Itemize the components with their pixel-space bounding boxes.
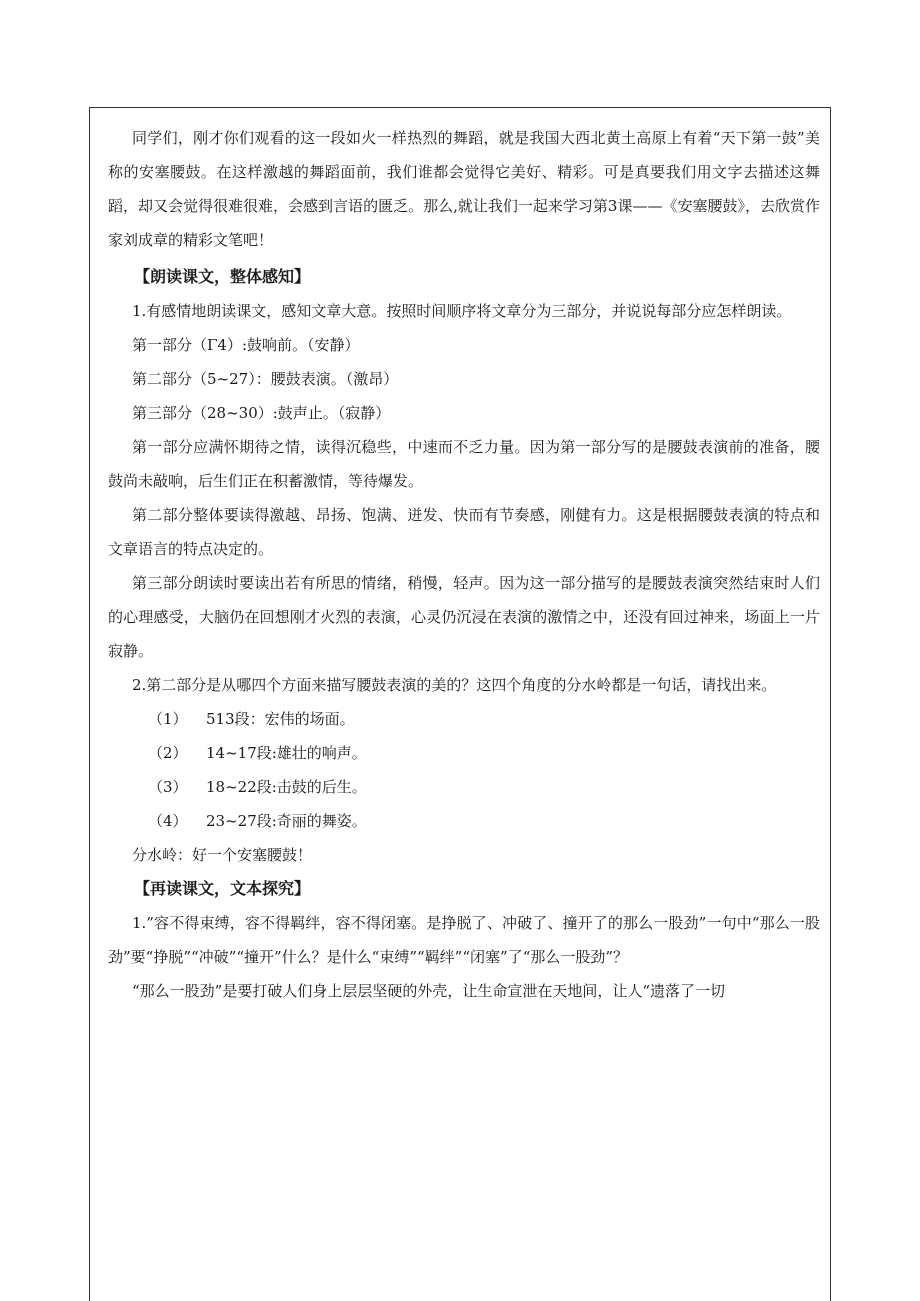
list-item: （2） 14~17段:雄壮的响声。 (148, 744, 367, 762)
question-1: 1.有感情地朗读课文，感知文章大意。按照时间顺序将文章分为三部分，并说说每部分应怎样朗读。 (132, 302, 792, 320)
part-3-line: 第三部分（28~30）:鼓声止。（寂静） (132, 404, 391, 422)
explain-part-2: 第二部分整体要读得激越、昂扬、饱满、迸发、快而有节奏感，刚健有力。这是根据腰鼓表演的特点和文章语言的特点决定的。 (108, 506, 820, 558)
explain-part-1: 第一部分应满怀期待之情，读得沉稳些，中速而不乏力量。因为第一部分写的是腰鼓表演前的准备，腰鼓尚未敲响，后生们正在积蓄激情，等待爆发。 (108, 438, 820, 490)
document-body (108, 121, 820, 1008)
intro-paragraph: 同学们，刚才你们观看的这一段如火一样热烈的舞蹈，就是我国大西北黄土高原上有着“天下第一鼓”美称的安塞腰鼓。在这样激越的舞蹈面前，我们谁都会觉得它美好、精彩。可是真要我们用文字去描述这舞蹈，却又会觉得很难很难，会感到言语的匮乏。那么,就让我们一起来学习第3课——《安塞腰鼓》，去欣赏作家刘成章的精彩文笔吧！ (108, 129, 820, 249)
part-1-line: 第一部分（Γ4）:鼓响前。（安静） (132, 336, 360, 354)
question-3: 1.”容不得束缚，容不得羁绊，容不得闭塞。是挣脱了、冲破了、撞开了的那么一股劲”一句中“那么一股劲”要“挣脱”“冲破”“撞开”什么？是什么“束缚”“羁绊”“闭塞”了“那么一股劲”？ (108, 914, 820, 966)
section-heading-read: 【朗读课文，整体感知】 (134, 267, 311, 286)
answer-3: “那么一股劲”是要打破人们身上层层坚硬的外壳，让生命宣泄在天地间，让人“遗落了一切 (132, 982, 726, 1000)
explain-part-3: 第三部分朗读时要读出若有所思的情绪，稍慢，轻声。因为这一部分描写的是腰鼓表演突然结束时人们的心理感受，大脑仍在回想刚才火烈的表演，心灵仍沉浸在表演的激情之中，还没有回过神来，场面上一片寂静。 (108, 574, 820, 660)
list-item: （3） 18~22段:击鼓的后生。 (148, 778, 367, 796)
list-item: （1） 513段：宏伟的场面。 (148, 710, 355, 728)
section-heading-explore: 【再读课文，文本探究】 (134, 879, 311, 898)
list-item: （4） 23~27段:奇丽的舞姿。 (148, 812, 367, 830)
question-2: 2.第二部分是从哪四个方面来描写腰鼓表演的美的？这四个角度的分水岭都是一句话，请找出来。 (132, 676, 777, 694)
watershed-line: 分水岭：好一个安塞腰鼓！ (132, 846, 313, 864)
part-2-line: 第二部分（5~27）：腰鼓表演。（激昂） (132, 370, 399, 388)
